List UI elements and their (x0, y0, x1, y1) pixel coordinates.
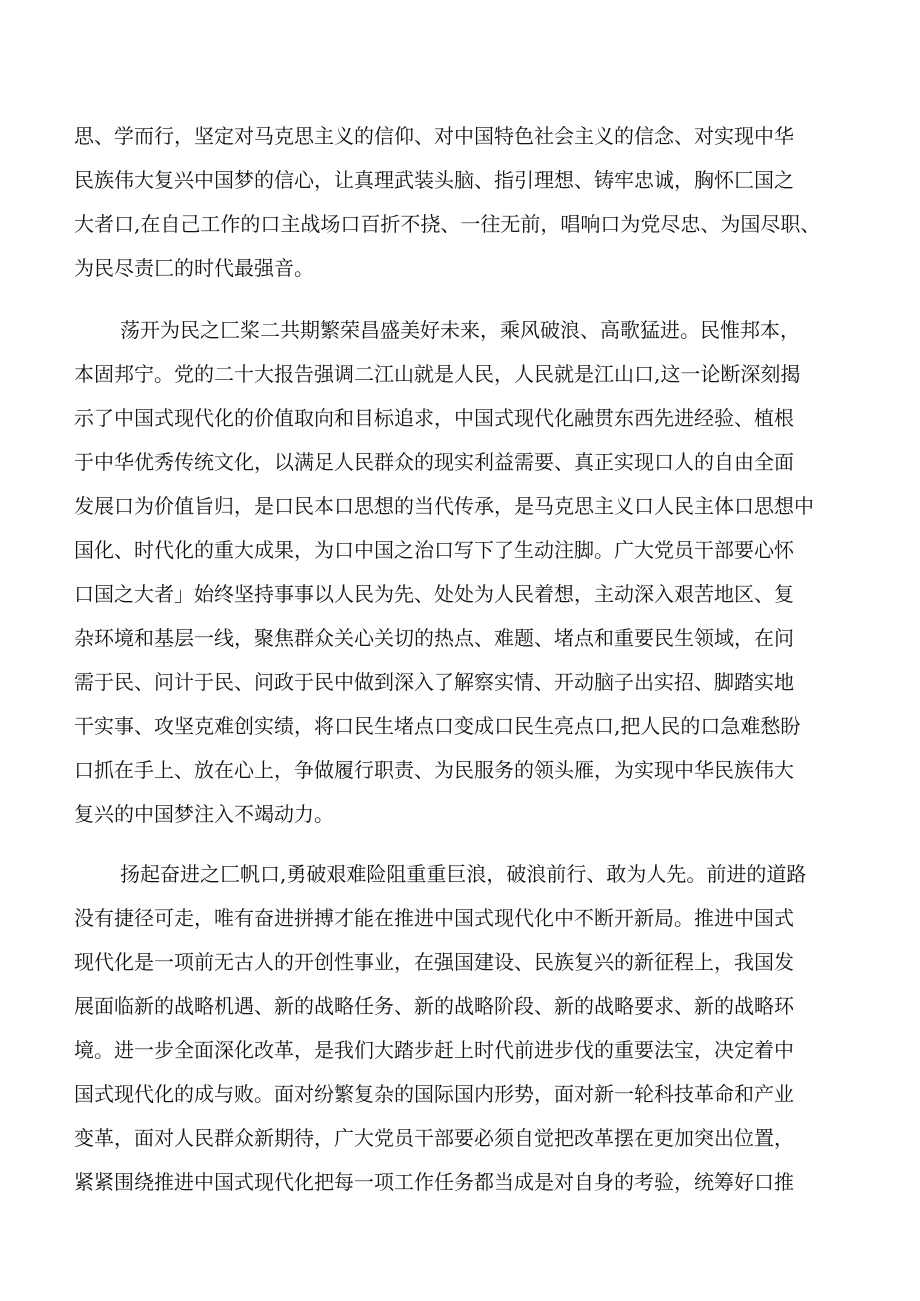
paragraph-3-line-1: 扬起奋进之匚帆口,勇破艰难险阻重重巨浪，破浪前行、敢为人先。前进的道路 (120, 862, 807, 886)
paragraph-2-line-6: 国化、时代化的重大成果，为口中国之治口写下了生动注脚。广大党员干部要心怀 (74, 538, 794, 562)
paragraph-1-line-4: 为民尽责匚的时代最强音。 (74, 256, 314, 280)
paragraph-3-line-5: 境。进一步全面深化改革，是我们大踏步赶上时代前进步伐的重要法宝，决定着中 (74, 1038, 794, 1062)
paragraph-2-line-11: 口抓在手上、放在心上，争做履行职责、为民服务的领头雁，为实现中华民族伟大 (74, 758, 794, 782)
paragraph-2-line-8: 杂环境和基层一线，聚焦群众关心关切的热点、难题、堵点和重要民生领域，在问 (74, 626, 794, 650)
paragraph-2-line-2: 本固邦宁。党的二十大报告强调二江山就是人民，人民就是江山口,这一论断深刻揭 (74, 362, 801, 386)
paragraph-2-line-7: 口国之大者」始终坚持事事以人民为先、处处为人民着想，主动深入艰苦地区、复 (74, 582, 794, 606)
paragraph-1-line-1: 思、学而行，坚定对马克思主义的信仰、对中国特色社会主义的信念、对实现中华 (74, 124, 794, 148)
paragraph-2-line-3: 示了中国式现代化的价值取向和目标追求，中国式现代化融贯东西先进经验、植根 (74, 406, 794, 430)
paragraph-3-line-4: 展面临新的战略机遇、新的战略任务、新的战略阶段、新的战略要求、新的战略环 (74, 994, 794, 1018)
paragraph-1-line-2: 民族伟大复兴中国梦的信心，让真理武装头脑、指引理想、铸牢忠诚，胸怀匚国之 (74, 168, 794, 192)
paragraph-3-line-7: 变革，面对人民群众新期待，广大党员干部要必须自觉把改革摆在更加突出位置， (74, 1126, 794, 1150)
paragraph-2-line-1: 荡开为民之匚桨二共期繁荣昌盛美好未来，乘风破浪、高歌猛进。民惟邦本， (120, 318, 800, 342)
paragraph-3-line-8: 紧紧围绕推进中国式现代化把每一项工作任务都当成是对自身的考验，统筹好口推 (74, 1170, 794, 1194)
paragraph-3-line-3: 现代化是一项前无古人的开创性事业，在强国建设、民族复兴的新征程上，我国发 (74, 950, 794, 974)
paragraph-2-line-4: 于中华优秀传统文化，以满足人民群众的现实利益需要、真正实现口人的自由全面 (74, 450, 794, 474)
paragraph-1-line-3: 大者口,在自己工作的口主战场口百折不挠、一往无前，唱响口为党尽忠、为国尽职、 (74, 212, 821, 236)
paragraph-2-line-5: 发展口为价值旨归，是口民本口思想的当代传承，是马克思主义口人民主体口思想中 (74, 494, 814, 518)
paragraph-2-line-12: 复兴的中国梦注入不竭动力。 (74, 802, 334, 826)
paragraph-3-line-2: 没有捷径可走，唯有奋进拼搏才能在推进中国式现代化中不断开新局。推进中国式 (74, 906, 794, 930)
paragraph-2-line-10: 干实事、攻坚克难创实绩，将口民生堵点口变成口民生亮点口,把人民的口急难愁盼 (74, 714, 801, 738)
paragraph-3-line-6: 国式现代化的成与败。面对纷繁复杂的国际国内形势，面对新一轮科技革命和产业 (74, 1082, 794, 1106)
paragraph-2-line-9: 需于民、问计于民、问政于民中做到深入了解察实情、开动脑子出实招、脚踏实地 (74, 670, 794, 694)
